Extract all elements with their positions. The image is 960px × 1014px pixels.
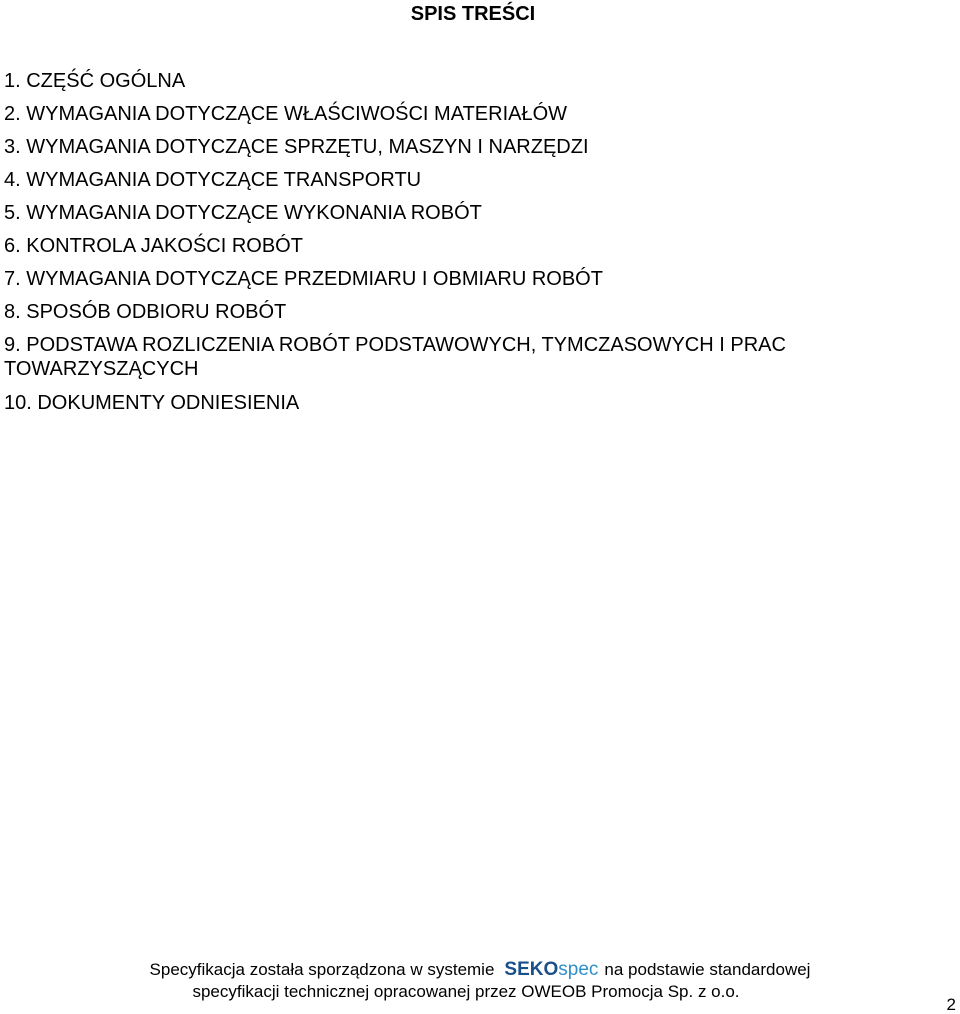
toc-item-10: 10. DOKUMENTY ODNIESIENIA xyxy=(4,392,300,414)
toc-item-6: 6. KONTROLA JAKOŚCI ROBÓT xyxy=(4,235,303,257)
footer-suffix: na podstawie standardowej xyxy=(604,960,811,979)
toc-item-2: 2. WYMAGANIA DOTYCZĄCE WŁAŚCIWOŚCI MATERIAŁÓW xyxy=(4,103,568,125)
toc-item-3: 3. WYMAGANIA DOTYCZĄCE SPRZĘTU, MASZYN I NARZĘDZI xyxy=(4,136,589,158)
footer-prefix: Specyfikacja została sporządzona w systemie xyxy=(149,960,495,979)
page-number: 2 xyxy=(946,995,956,1014)
toc-item-1: 1. CZĘŚĆ OGÓLNA xyxy=(4,70,186,92)
footer-line-1 xyxy=(0,959,960,981)
sekospec-logo-light: spec xyxy=(558,959,599,980)
sekospec-logo xyxy=(504,959,598,981)
footer-line-2: specyfikacji technicznej opracowanej przez OWEOB Promocja Sp. z o.o. xyxy=(192,982,740,1001)
toc-item-4: 4. WYMAGANIA DOTYCZĄCE TRANSPORTU xyxy=(4,169,422,191)
toc-item-9: 9. PODSTAWA ROZLICZENIA ROBÓT PODSTAWOWYCH, TYMCZASOWYCH I PRAC TOWARZYSZĄCYCH xyxy=(4,334,786,380)
toc-item-8: 8. SPOSÓB ODBIORU ROBÓT xyxy=(4,301,287,323)
page-title: SPIS TREŚCI xyxy=(410,3,536,25)
table-of-contents xyxy=(4,69,934,424)
sekospec-logo-bold: SEKO xyxy=(504,959,559,980)
toc-item-5: 5. WYMAGANIA DOTYCZĄCE WYKONANIA ROBÓT xyxy=(4,202,482,224)
toc-item-7: 7. WYMAGANIA DOTYCZĄCE PRZEDMIARU I OBMIARU ROBÓT xyxy=(4,268,603,290)
